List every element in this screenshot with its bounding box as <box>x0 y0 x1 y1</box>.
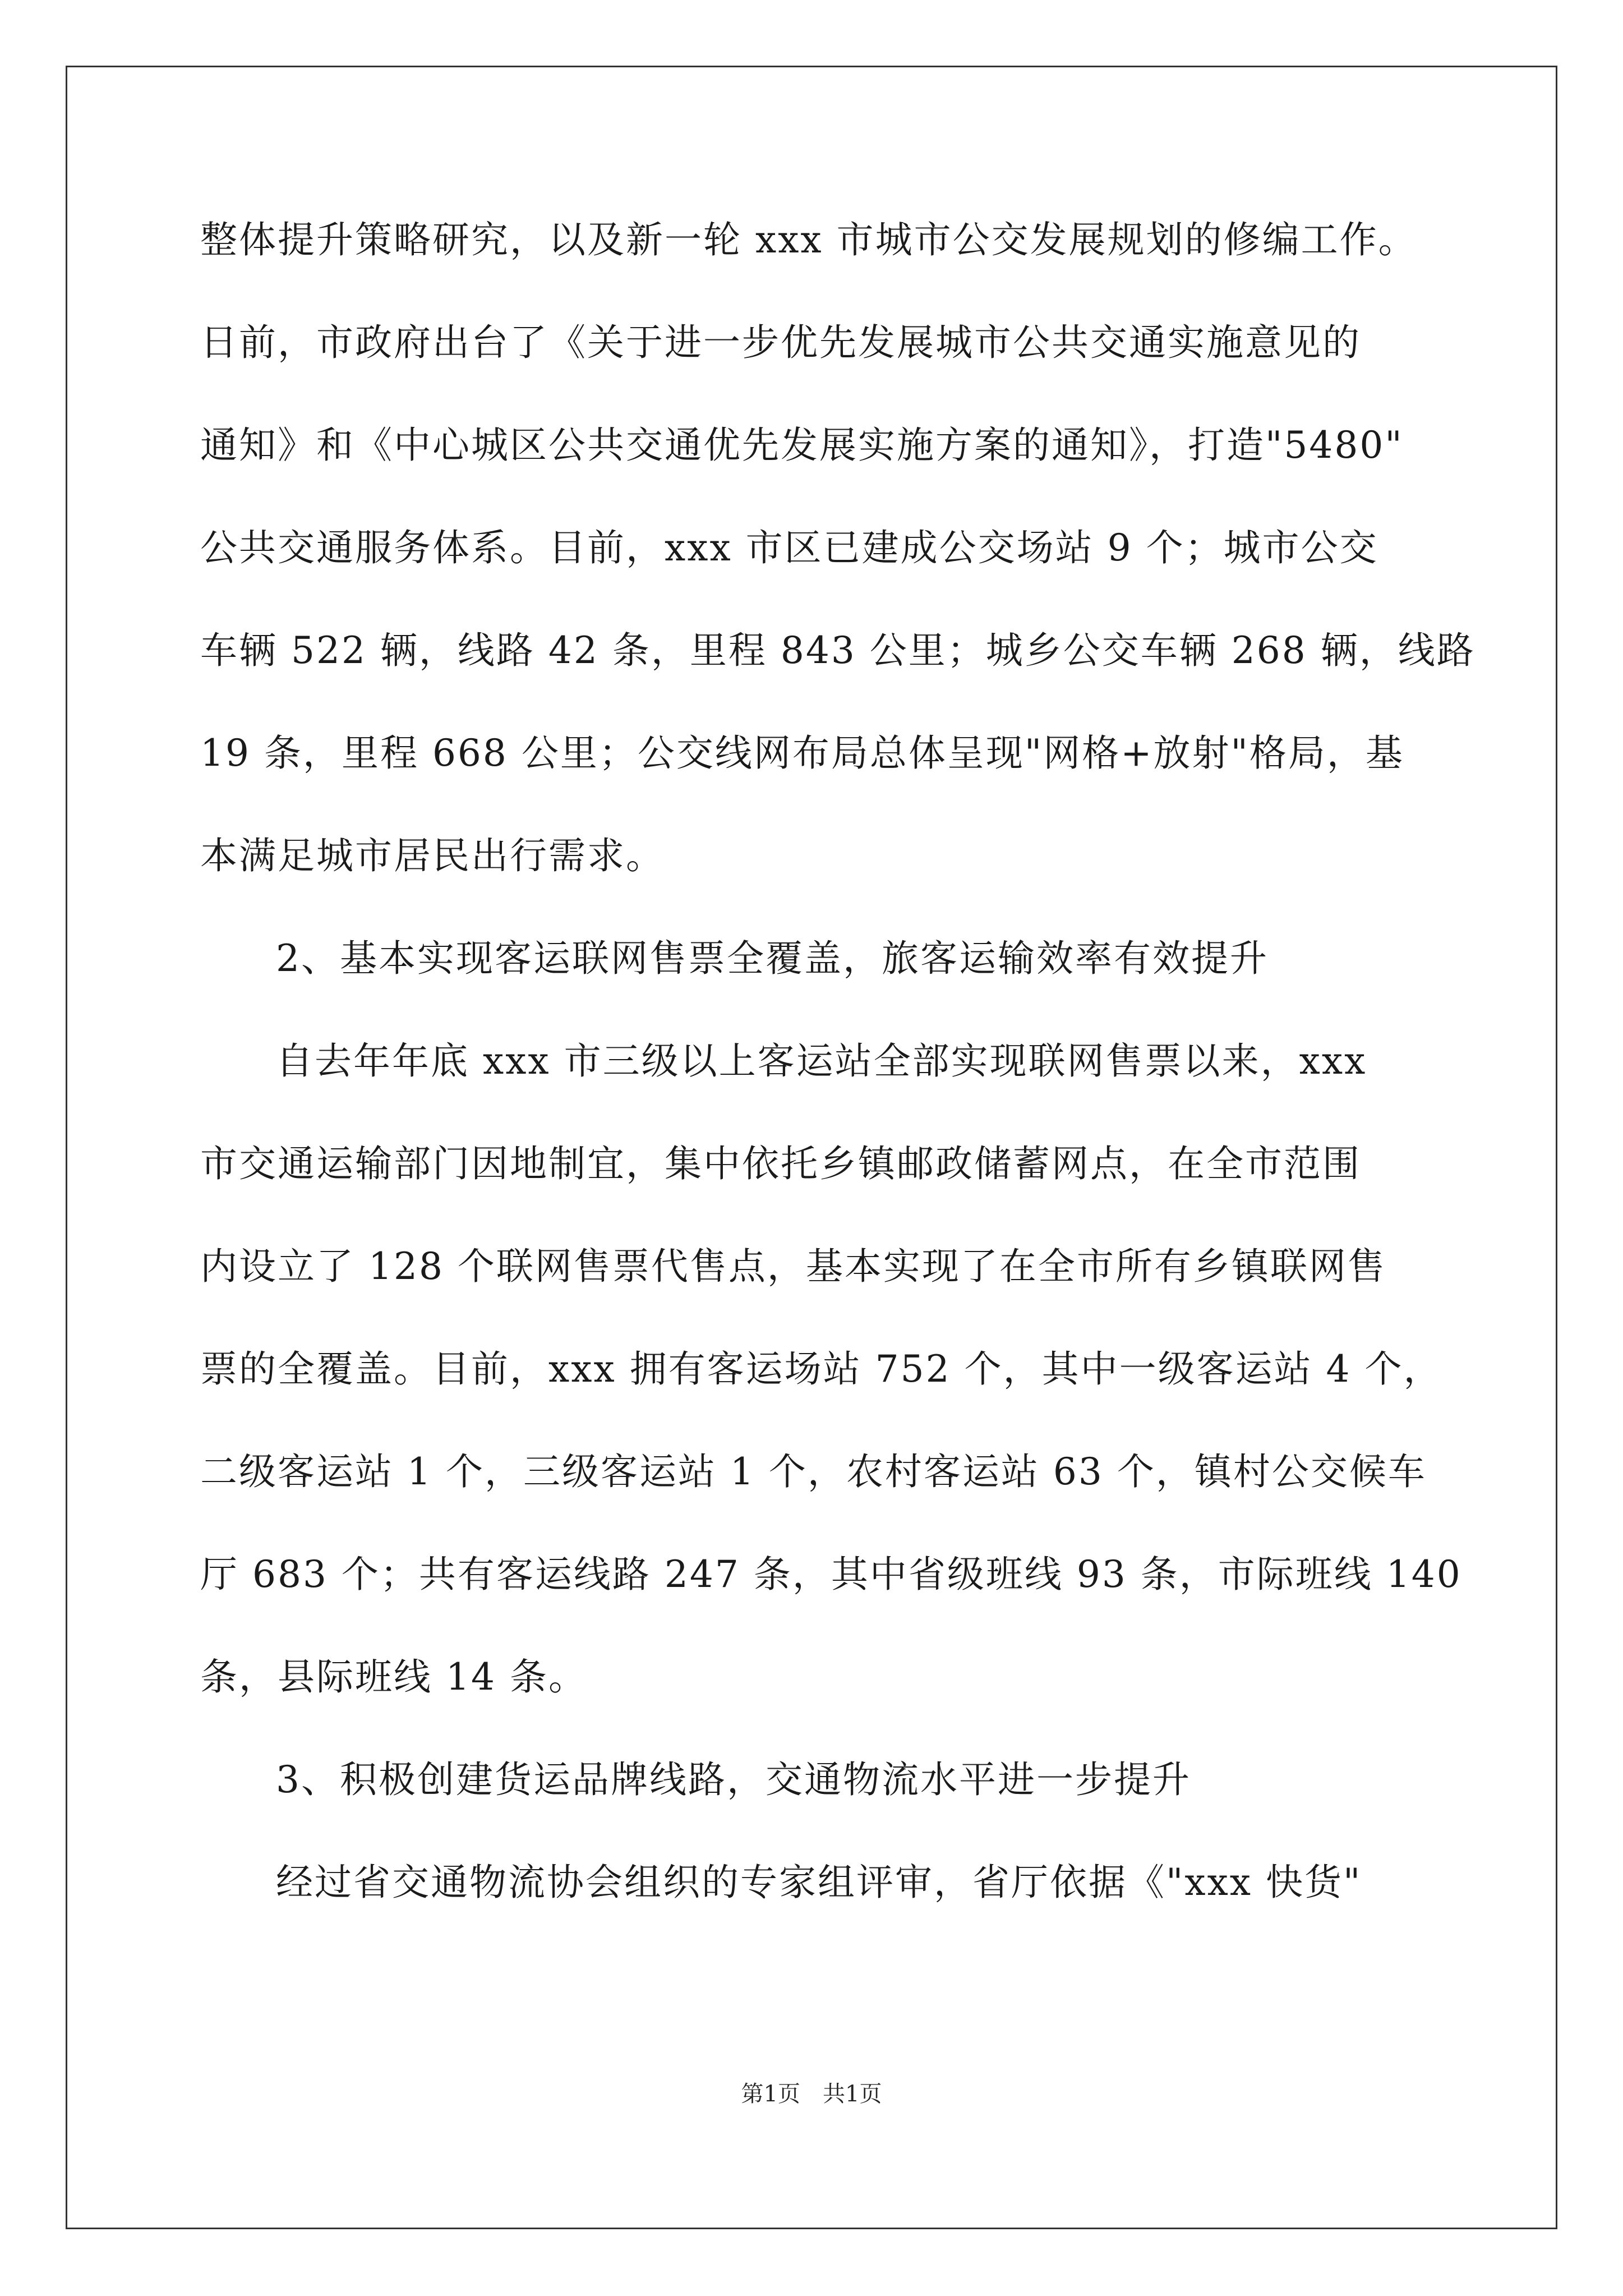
paragraph-line: 市交通运输部门因地制宜，集中依托乡镇邮政储蓄网点，在全市范围 <box>200 1142 1361 1185</box>
paragraph-line: 厅 683 个；共有客运线路 247 条，其中省级班线 93 条，市际班线 140 <box>200 1553 1462 1596</box>
paragraph-line: 公共交通服务体系。目前，xxx 市区已建成公交场站 9 个；城市公交 <box>200 526 1378 569</box>
paragraph-line: 通知》和《中心城区公共交通优先发展实施方案的通知》，打造"5480" <box>200 424 1404 467</box>
page-total: 共1页 <box>823 2081 882 2107</box>
section-heading: 2、基本实现客运联网售票全覆盖，旅客运输效率有效提升 <box>276 937 1269 980</box>
page-footer <box>0 2083 1623 2105</box>
paragraph-line: 整体提升策略研究，以及新一轮 xxx 市城市公交发展规划的修编工作。 <box>200 218 1417 261</box>
paragraph-line: 日前，市政府出台了《关于进一步优先发展城市公共交通实施意见的 <box>200 321 1361 364</box>
paragraph-line: 条，县际班线 14 条。 <box>200 1655 587 1699</box>
paragraph-line: 票的全覆盖。目前，xxx 拥有客运场站 752 个，其中一级客运站 4 个， <box>200 1347 1442 1391</box>
section-heading: 3、积极创建货运品牌线路，交通物流水平进一步提升 <box>276 1758 1191 1801</box>
paragraph-line: 车辆 522 辆，线路 42 条，里程 843 公里；城乡公交车辆 268 辆，线路 <box>200 629 1476 672</box>
paragraph-line: 自去年年底 xxx 市三级以上客运站全部实现联网售票以来，xxx <box>276 1039 1367 1083</box>
paragraph-line: 经过省交通物流协会组织的专家组评审，省厅依据《"xxx 快货" <box>276 1861 1362 1904</box>
paragraph-line: 本满足城市居民出行需求。 <box>200 834 665 877</box>
paragraph-line: 内设立了 128 个联网售票代售点，基本实现了在全市所有乡镇联网售 <box>200 1245 1386 1288</box>
page-number: 第1页 <box>741 2081 800 2107</box>
paragraph-line: 19 条，里程 668 公里；公交线网布局总体呈现"网格+放射"格局，基 <box>200 731 1404 775</box>
paragraph-line: 二级客运站 1 个，三级客运站 1 个，农村客运站 63 个，镇村公交候车 <box>200 1450 1427 1493</box>
